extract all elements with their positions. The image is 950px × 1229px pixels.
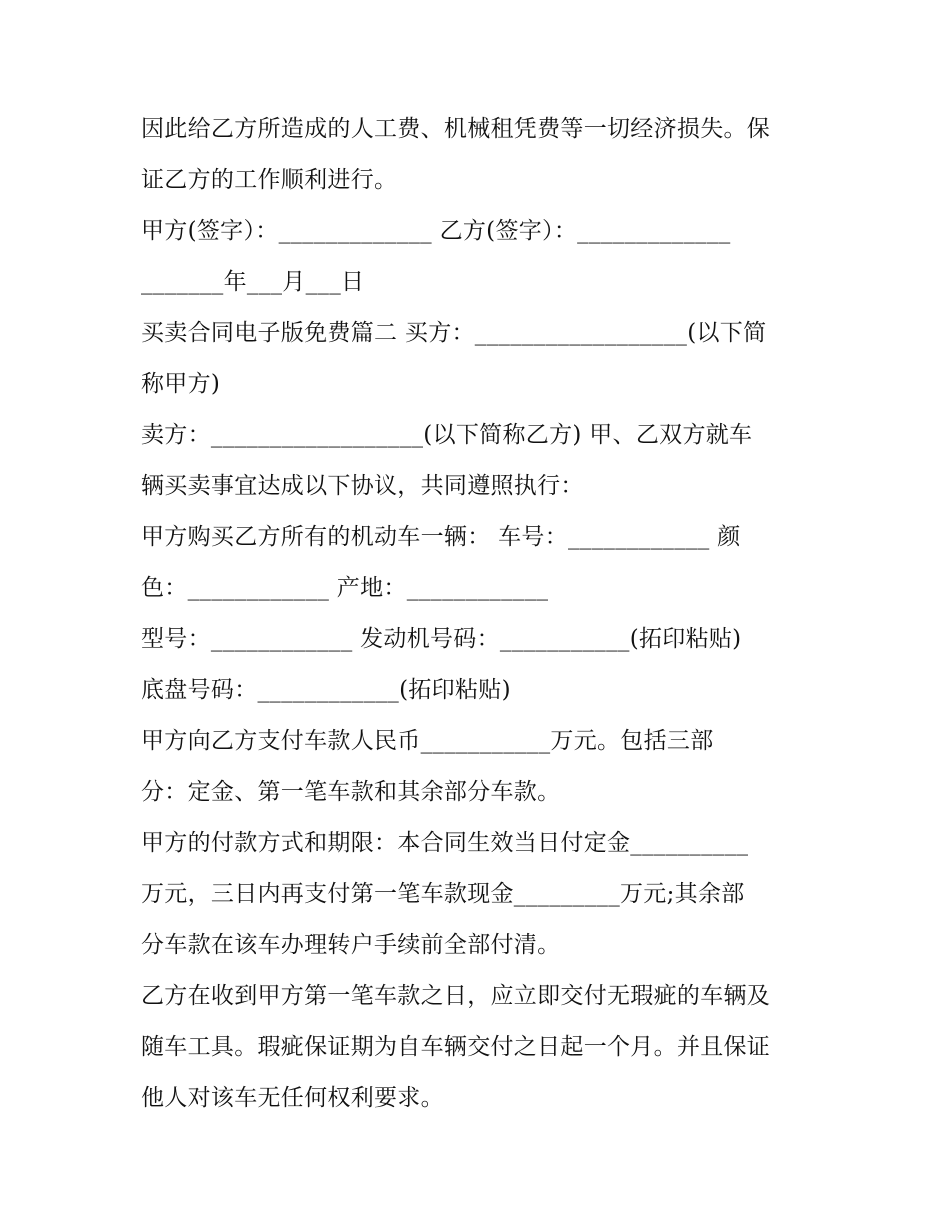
text-line: 随车工具。瑕疵保证期为自车辆交付之日起一个月。并且保证 (141, 1034, 771, 1060)
date-line: _______年___月___日 (141, 269, 365, 295)
text-line: 底盘号码：____________(拓印粘贴) (141, 677, 511, 703)
text-line: 分车款在该车办理转户手续前全部付清。 (141, 932, 561, 958)
text-line: 万元，三日内再支付第一笔车款现金_________万元;其余部 (141, 881, 745, 907)
text-line: 甲方向乙方支付车款人民币___________万元。包括三部 (141, 728, 714, 754)
signature-line: 甲方(签字）：_____________ 乙方(签字）：_____________ (141, 218, 731, 244)
text-line: 买卖合同电子版免费篇二 买方：__________________(以下简 (141, 320, 767, 346)
text-line: 辆买卖事宜达成以下协议，共同遵照执行： (141, 473, 584, 499)
text-line: 乙方在收到甲方第一笔车款之日，应立即交付无瑕疵的车辆及 (141, 983, 771, 1009)
text-line: 称甲方) (141, 371, 221, 397)
text-line: 证乙方的工作顺利进行。 (141, 167, 398, 193)
text-line: 型号：____________ 发动机号码：___________(拓印粘贴) (141, 626, 742, 652)
text-line: 他人对该车无任何权利要求。 (141, 1085, 444, 1111)
text-line: 色：____________ 产地：____________ (141, 575, 549, 601)
text-line: 因此给乙方所造成的人工费、机械租凭费等一切经济损失。保 (141, 116, 771, 142)
text-line: 卖方：__________________(以下简称乙方) 甲、乙双方就车 (141, 422, 753, 448)
text-line: 甲方购买乙方所有的机动车一辆： 车号：____________ 颜 (141, 524, 741, 550)
document-body (141, 104, 821, 1124)
text-line: 甲方的付款方式和期限：本合同生效当日付定金__________ (141, 830, 749, 856)
text-line: 分：定金、第一笔车款和其余部分车款。 (141, 779, 561, 805)
